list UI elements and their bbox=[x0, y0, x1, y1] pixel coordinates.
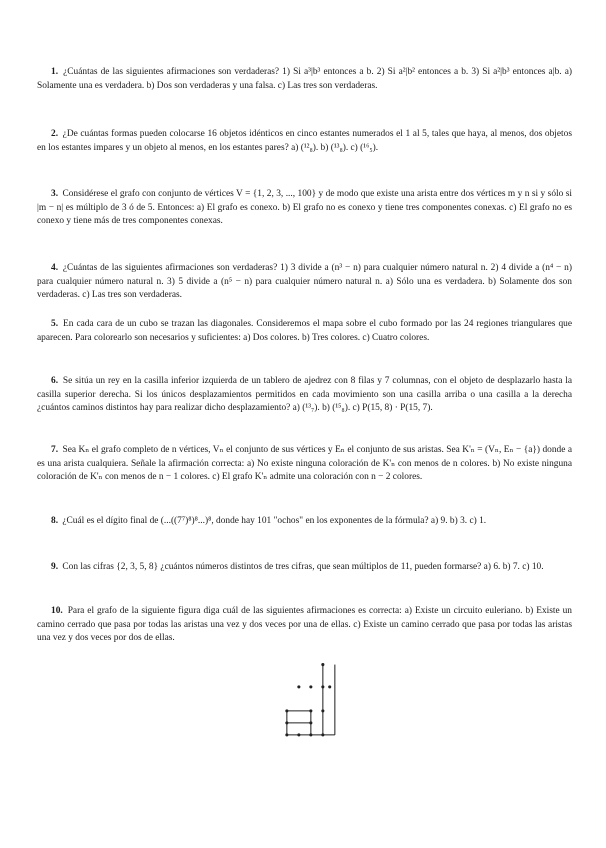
question-6 bbox=[37, 375, 572, 416]
question-number: 6. bbox=[51, 376, 59, 386]
question-number: 10. bbox=[51, 606, 63, 616]
graph-vertex bbox=[309, 685, 312, 688]
question-text: En cada cara de un cubo se trazan las diagonales. Consideremos el mapa sobre el cubo formado por las 24 regiones triangulares que aparecen. Para colorearlo son necesarios y suficientes: a) Dos colores. b) Tres colores. c) Cuatro colores. bbox=[37, 319, 573, 343]
graph-vertex bbox=[285, 721, 288, 724]
question-text: ¿Cuál es el dígito final de (...((7⁷)⁸)⁸...)⁸, donde hay 101 "ochos" en los exponentes de la fórmula? a) 9. b) 3. c) 1. bbox=[62, 516, 487, 526]
question-number: 5. bbox=[51, 319, 59, 329]
question-7 bbox=[37, 444, 572, 485]
question-1 bbox=[37, 66, 572, 93]
question-text: Se sitúa un rey en la casilla inferior izquierda de un tablero de ajedrez con 8 filas y 7 columnas, con el objeto de desplazarlo hasta la casilla superior derecha. Si los únicos desplazamientos permitidos en cada movimiento son una casilla arriba o una casilla a la derecha ¿cuántos caminos distintos hay para realizar dicho desplazamiento? a) (¹³₇). b) (¹⁵₈). c) P(15, 8) · P(15, 7). bbox=[37, 376, 572, 414]
question-text: Con las cifras {2, 3, 5, 8} ¿cuántos números distintos de tres cifras, que sean múltiplos de 11, pueden formarse? a) 6. b) 7. c) 10. bbox=[62, 562, 544, 572]
question-number: 8. bbox=[51, 516, 59, 526]
question-4 bbox=[37, 262, 572, 303]
question-2 bbox=[37, 128, 572, 155]
graph-vertex bbox=[309, 709, 312, 712]
graph-vertex bbox=[321, 663, 324, 666]
question-5 bbox=[37, 318, 572, 345]
question-number: 1. bbox=[51, 67, 59, 77]
question-number: 7. bbox=[51, 445, 59, 455]
graph-vertex bbox=[321, 709, 324, 712]
graph-vertex bbox=[309, 733, 312, 736]
graph-vertex bbox=[321, 733, 324, 736]
question-3 bbox=[37, 188, 572, 229]
question-number: 2. bbox=[51, 129, 59, 139]
question-text: ¿Cuántas de las siguientes afirmaciones son verdaderas? 1) 3 divide a (n³ − n) para cualquier número natural n. 2) 4 divide a (n⁴ − n) para cualquier número natural n. 3) 5 divide a (n⁵ − n) para cualquier número natural n. a) Sólo una es verdadera. b) Solamente dos son verdaderas. c) Las tres son verdaderas. bbox=[37, 263, 572, 301]
question-text: Considérese el grafo con conjunto de vértices V = {1, 2, 3, ..., 100} y de modo que existe una arista entre dos vértices m y n si y sólo si |m − n| es múltiplo de 3 ó de 5. Entonces: a) El grafo es conexo. b) El grafo no es conexo y tiene tres componentes conexas. c) El grafo no es conexo y tiene más de tres componentes conexas. bbox=[37, 189, 572, 227]
question-text: Sea Kₙ el grafo completo de n vértices, Vₙ el conjunto de sus vértices y Eₙ el conjunto de sus aristas. Sea K'ₙ = (Vₙ, Eₙ − {a}) donde a es una arista cualquiera. Señale la afirmación correcta: a) No existe ninguna coloración de K'ₙ con menos de n colores. b) No existe ninguna coloración de K'ₙ con menos de n − 1 colores. c) El grafo K'ₙ admite una coloración con n − 2 colores. bbox=[37, 445, 573, 483]
question-10 bbox=[37, 605, 572, 646]
graph-vertex bbox=[321, 685, 324, 688]
question-number: 9. bbox=[51, 562, 59, 572]
question-text: ¿Cuántas de las siguientes afirmaciones son verdaderas? 1) Si a³|b³ entonces a b. 2) Si a²|b² entonces a b. 3) Si a²|b³ entonces a|b. a) Solamente una es verdadera. b) Dos son verdaderas y una falsa. c) Las tres son verdaderas. bbox=[37, 67, 572, 91]
graph-vertex bbox=[297, 733, 300, 736]
graph-figure bbox=[280, 654, 340, 754]
question-text: Para el grafo de la siguiente figura diga cuál de las siguientes afirmaciones es correcta: a) Existe un circuito euleriano. b) Existe un camino cerrado que pasa por todas las aristas una vez y dos veces por una de ellas. c) Existe un camino cerrado que pasa por todas las aristas una vez y dos veces por dos de ellas. bbox=[37, 606, 572, 644]
question-8 bbox=[37, 515, 572, 529]
question-number: 3. bbox=[51, 189, 59, 199]
graph-vertex bbox=[297, 685, 300, 688]
graph-vertex bbox=[309, 721, 312, 724]
question-number: 4. bbox=[51, 263, 59, 273]
question-9 bbox=[37, 561, 572, 575]
question-text: ¿De cuántas formas pueden colocarse 16 objetos idénticos en cinco estantes numerados el 1 al 5, tales que haya, al menos, dos objetos en los estantes impares y un objeto al menos, en los estantes pares? a) (¹²₈). b) (¹³₈). c) (¹⁶₅). bbox=[37, 129, 572, 153]
graph-vertex bbox=[328, 685, 331, 688]
graph-vertex bbox=[285, 709, 288, 712]
graph-vertex bbox=[285, 733, 288, 736]
